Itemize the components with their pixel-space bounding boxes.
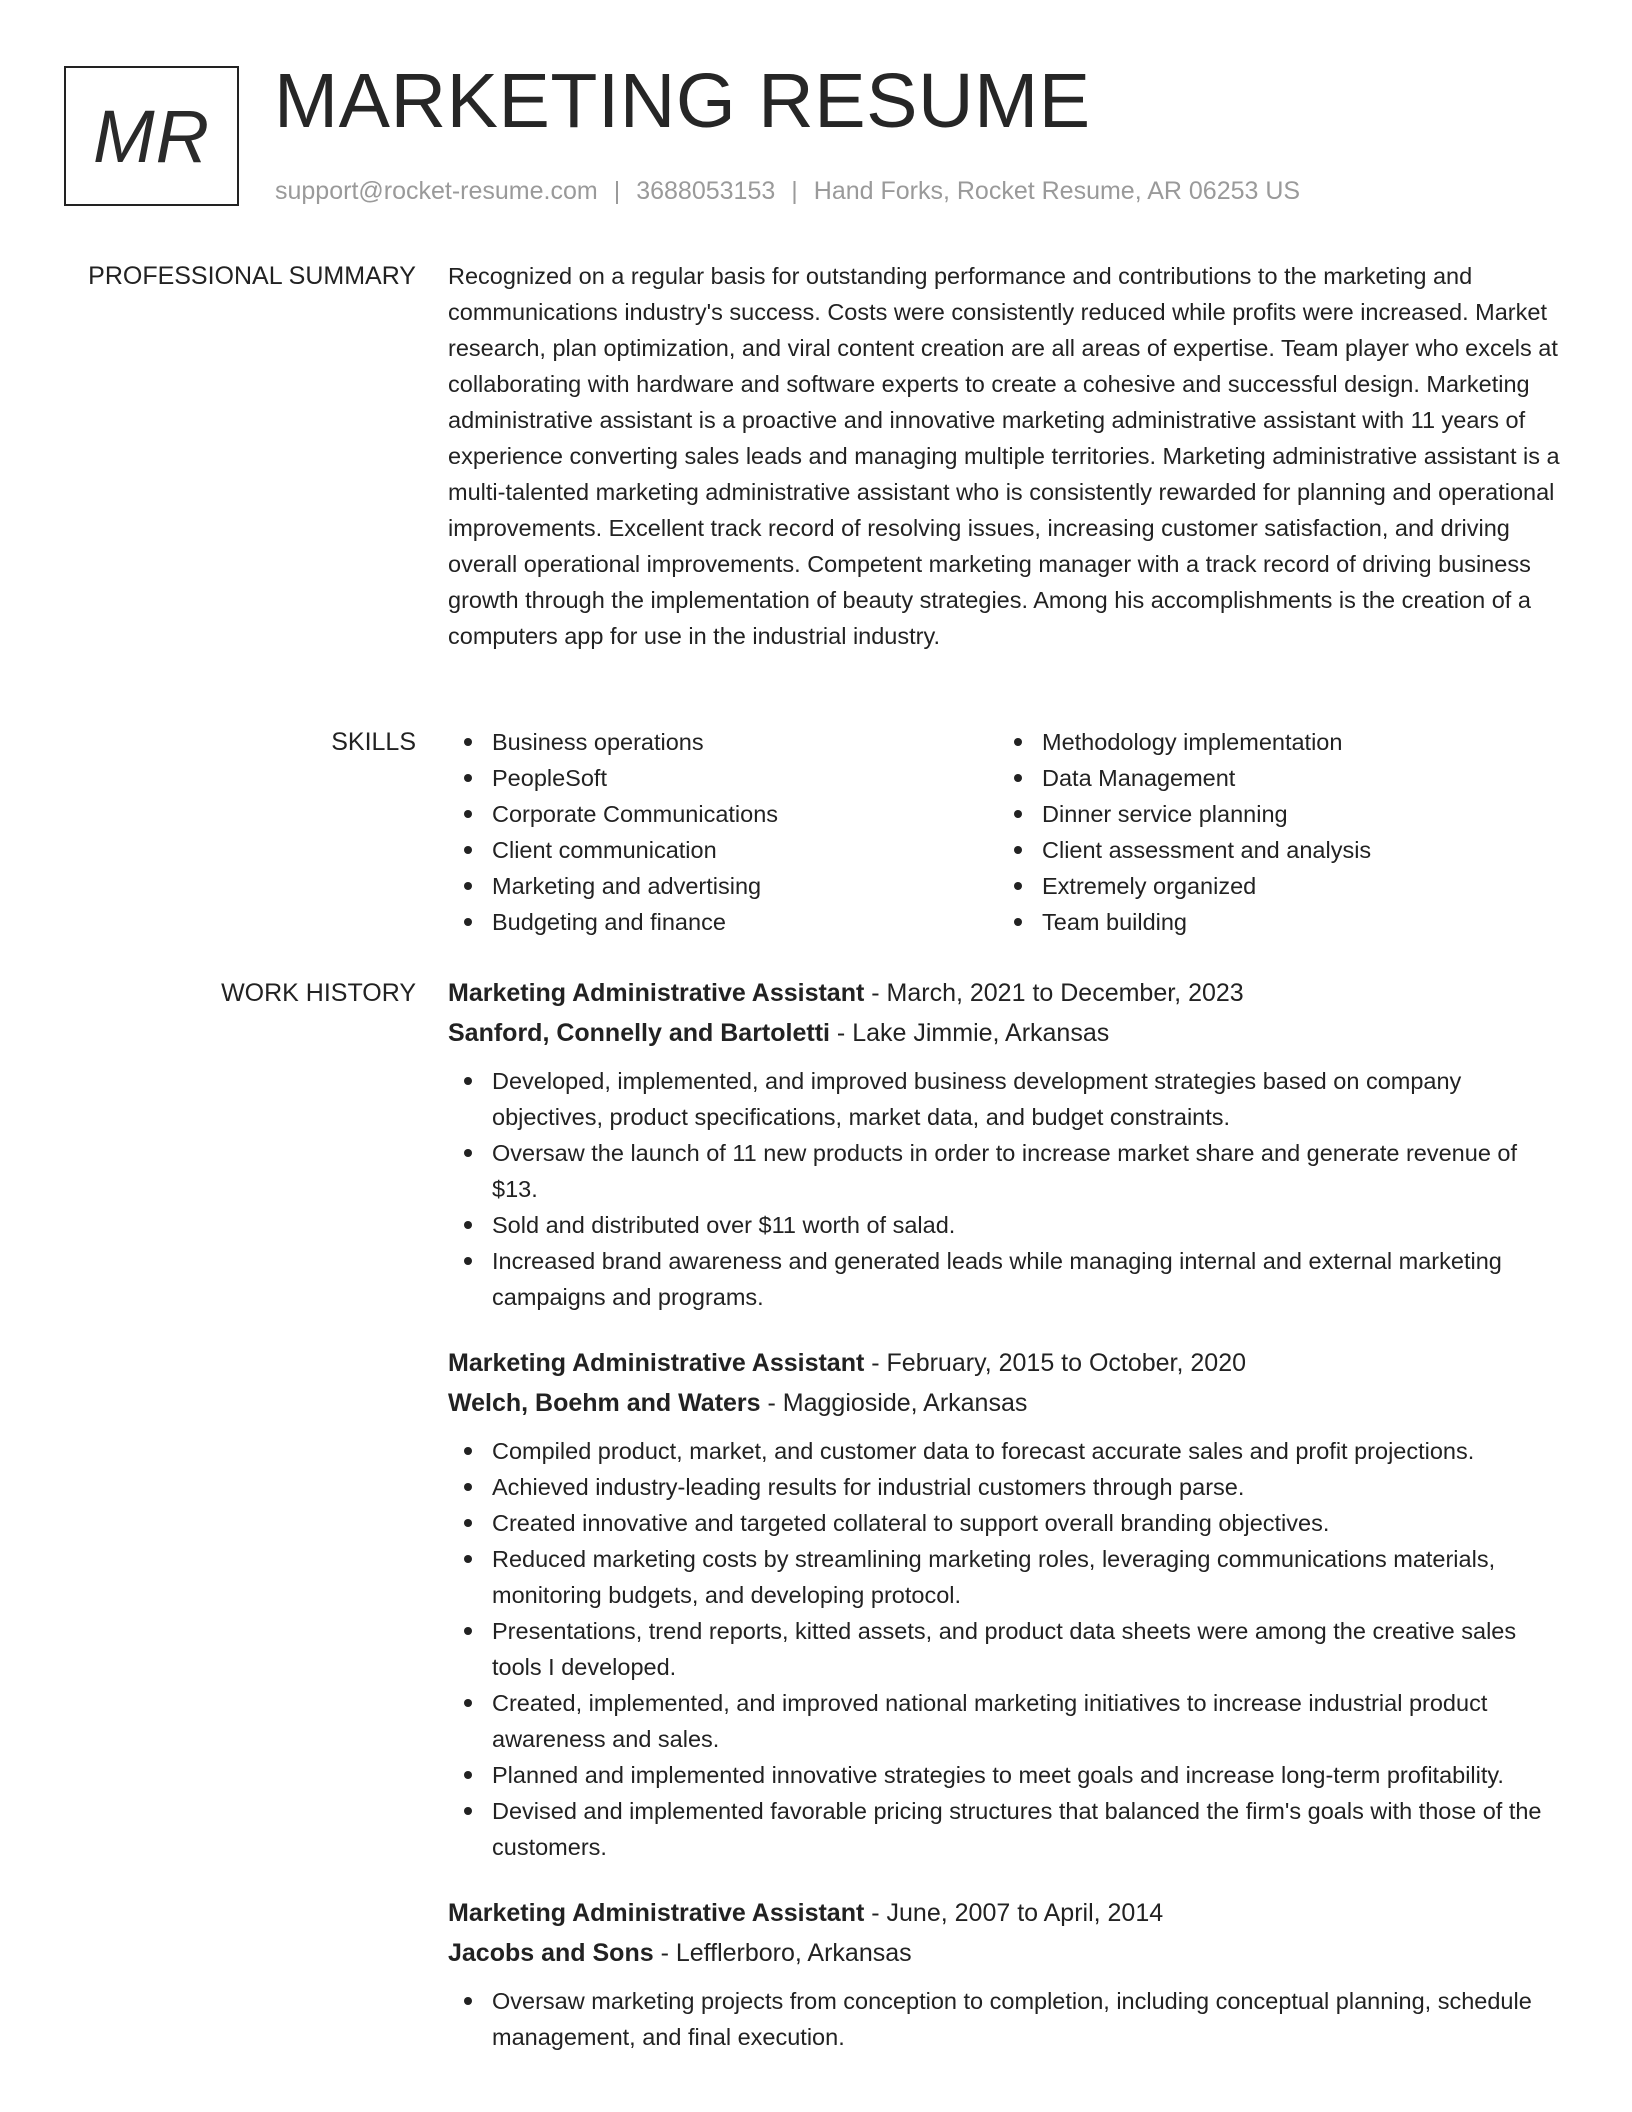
job-entry [448, 1895, 1560, 2055]
job-company-line [448, 1385, 1560, 1421]
contact-line [275, 174, 1300, 208]
contact-separator: | [791, 177, 798, 205]
resume-title: MARKETING RESUME [274, 58, 1091, 144]
job-title: Marketing Administrative Assistant [448, 1899, 865, 1927]
skill-item: Methodology implementation [998, 724, 1548, 760]
job-company-line [448, 1935, 1560, 1971]
job-company: Sanford, Connelly and Bartoletti [448, 1019, 830, 1047]
duty-item: Oversaw marketing projects from conception to completion, including conceptual planning, schedule management, and final execution. [448, 1983, 1560, 2055]
skill-item: Business operations [448, 724, 998, 760]
duty-item: Created, implemented, and improved national marketing initiatives to increase industrial product awareness and sales. [448, 1685, 1560, 1757]
summary-text: Recognized on a regular basis for outstanding performance and contributions to the marketing and communications industry's success. Costs were consistently reduced while profits were increased. Market research, plan optimization, and viral content creation are all areas of expertise. Team player who excels at collaborating with hardware and software experts to create a cohesive and successful design. Marketing administrative assistant is a proactive and innovative marketing administrative assistant with 11 years of experience converting sales leads and managing multiple territories. Marketing administrative assistant is a multi-talented marketing administrative assistant who is consistently rewarded for planning and operational improvements. Excellent track record of resolving issues, increasing customer satisfaction, and driving overall operational improvements. Competent marketing manager with a track record of driving business growth through the implementation of beauty strategies. Among his accomplishments is the creation of a computers app for use in the industrial industry. [448, 263, 1560, 649]
job-dates: - March, 2021 to December, 2023 [864, 979, 1244, 1007]
duty-item: Achieved industry-leading results for industrial customers through parse. [448, 1469, 1560, 1505]
skill-item: Client communication [448, 832, 998, 868]
skill-item: Team building [998, 904, 1548, 940]
skills-list-left [448, 724, 998, 940]
skills-grid [448, 724, 1560, 940]
job-location: - Lefflerboro, Arkansas [653, 1939, 912, 1967]
skill-item: Marketing and advertising [448, 868, 998, 904]
duty-item: Planned and implemented innovative strategies to meet goals and increase long-term profitability. [448, 1757, 1560, 1793]
job-location: - Lake Jimmie, Arkansas [829, 1019, 1110, 1047]
monogram-box [64, 66, 239, 206]
duty-item: Compiled product, market, and customer data to forecast accurate sales and profit projections. [448, 1433, 1560, 1469]
monogram-initials: MR [92, 94, 211, 178]
duty-item: Devised and implemented favorable pricing structures that balanced the firm's goals with those of the customers. [448, 1793, 1560, 1865]
skills-heading: SKILLS [331, 728, 416, 756]
duty-item: Reduced marketing costs by streamlining marketing roles, leveraging communications materials, monitoring budgets, and developing protocol. [448, 1541, 1560, 1613]
skills-list-right [998, 724, 1548, 940]
skill-item: Extremely organized [998, 868, 1548, 904]
skill-item: Budgeting and finance [448, 904, 998, 940]
duty-item: Oversaw the launch of 11 new products in order to increase market share and generate revenue of $13. [448, 1135, 1560, 1207]
job-company: Jacobs and Sons [448, 1939, 654, 1967]
job-title-line [448, 1895, 1560, 1931]
contact-phone[interactable]: 3688053153 [636, 177, 776, 205]
skill-item: Client assessment and analysis [998, 832, 1548, 868]
job-location: - Maggioside, Arkansas [760, 1389, 1028, 1417]
duty-item: Increased brand awareness and generated leads while managing internal and external marketing campaigns and programs. [448, 1243, 1560, 1315]
job-title-line [448, 975, 1560, 1011]
contact-address: Hand Forks, Rocket Resume, AR 06253 US [813, 177, 1301, 205]
job-entry [448, 975, 1560, 1315]
skill-item: PeopleSoft [448, 760, 998, 796]
skill-item: Dinner service planning [998, 796, 1548, 832]
skill-item: Data Management [998, 760, 1548, 796]
contact-email[interactable]: support@rocket-resume.com [275, 177, 598, 205]
duty-item: Created innovative and targeted collateral to support overall branding objectives. [448, 1505, 1560, 1541]
job-duties [448, 1983, 1560, 2055]
job-title: Marketing Administrative Assistant [448, 1349, 865, 1377]
job-company-line [448, 1015, 1560, 1051]
summary-heading: PROFESSIONAL SUMMARY [88, 262, 416, 290]
skill-item: Corporate Communications [448, 796, 998, 832]
job-title: Marketing Administrative Assistant [448, 979, 865, 1007]
job-title-line [448, 1345, 1560, 1381]
duty-item: Sold and distributed over $11 worth of salad. [448, 1207, 1560, 1243]
duty-item: Presentations, trend reports, kitted assets, and product data sheets were among the creative sales tools I developed. [448, 1613, 1560, 1685]
contact-separator: | [613, 177, 621, 205]
duty-item: Developed, implemented, and improved business development strategies based on company objectives, product specifications, market data, and budget constraints. [448, 1063, 1560, 1135]
job-dates: - June, 2007 to April, 2014 [864, 1899, 1164, 1927]
job-dates: - February, 2015 to October, 2020 [864, 1349, 1247, 1377]
work-history-body [448, 975, 1560, 2055]
job-duties [448, 1063, 1560, 1315]
work-history-heading: WORK HISTORY [221, 979, 416, 1007]
job-company: Welch, Boehm and Waters [448, 1389, 761, 1417]
job-duties [448, 1433, 1560, 1865]
job-entry [448, 1345, 1560, 1865]
